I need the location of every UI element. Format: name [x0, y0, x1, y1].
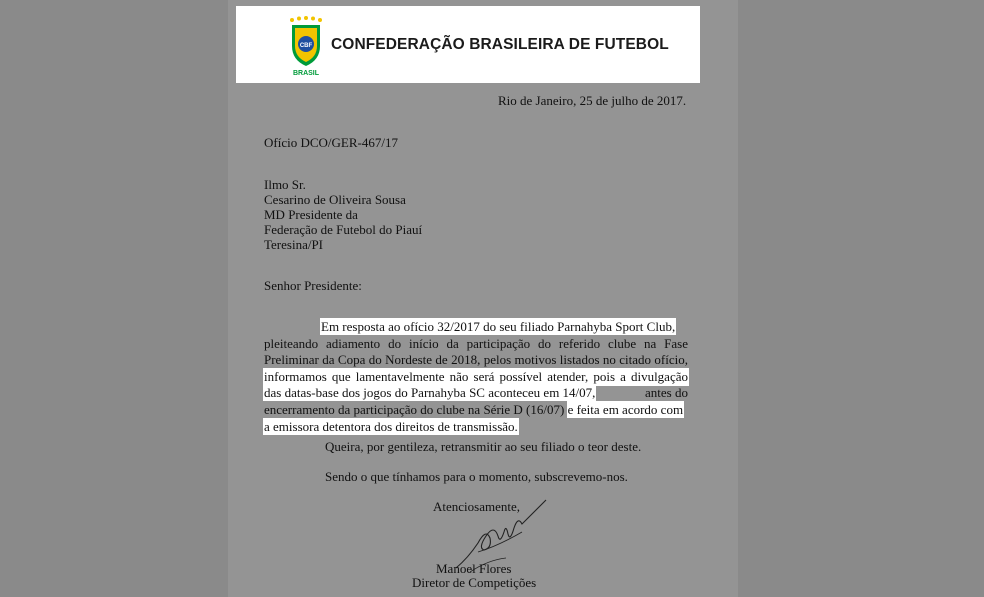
- date-line: Rio de Janeiro, 25 de julho de 2017.: [498, 93, 687, 108]
- logo-initials: CBF: [299, 43, 313, 49]
- salutation: Senhor Presidente:: [264, 278, 362, 293]
- body-line: pleiteando adiamento do início da participação do referido clube na Fase: [264, 335, 688, 351]
- logo-text: BRASIL: [292, 70, 320, 76]
- closing-request: Queira, por gentileza, retransmitir ao seu filiado o teor deste.: [325, 439, 642, 454]
- body-text: antes do: [645, 385, 688, 401]
- letterhead: [236, 6, 700, 83]
- regards: Atenciosamente,: [433, 499, 520, 514]
- signatory-title: Diretor de Competições: [412, 575, 537, 590]
- cbf-crest-logo: [286, 16, 326, 76]
- highlighted-text: e feita em acordo com: [567, 401, 684, 417]
- recipient-line: Cesarino de Oliveira Sousa: [264, 192, 406, 207]
- body-paragraph: [264, 319, 688, 435]
- body-line: [264, 419, 688, 436]
- body-line: [264, 319, 688, 336]
- recipient-line: Teresina/PI: [264, 237, 324, 252]
- organization-name: CONFEDERAÇÃO BRASILEIRA DE FUTEBOL: [331, 36, 669, 53]
- signatory-name: Manoel Flores: [436, 561, 512, 576]
- highlighted-text: a emissora detentora dos direitos de transmissão.: [264, 418, 518, 434]
- highlighted-text: Em resposta ao ofício 32/2017 do seu filiado Parnahyba Sport Club,: [321, 319, 676, 334]
- recipient-line: Federação de Futebol do Piauí: [264, 222, 423, 237]
- body-line: Preliminar da Copa do Nordeste de 2018, pelos motivos listados no citado ofício,: [264, 352, 688, 368]
- closing-statement: Sendo o que tínhamos para o momento, subscrevemo-nos.: [325, 469, 628, 484]
- highlighted-text: informamos que lamentavelmente não será possível atender, pois a divulgação: [264, 368, 688, 384]
- recipient-line: Ilmo Sr.: [264, 177, 306, 192]
- recipient-line: MD Presidente da: [264, 207, 358, 222]
- reference-number: Ofício DCO/GER-467/17: [264, 135, 398, 150]
- body-line: [264, 385, 688, 402]
- body-line: [264, 402, 688, 419]
- highlighted-text: das datas-base dos jogos do Parnahyba SC aconteceu em 14/07,: [264, 385, 596, 401]
- body-text: encerramento da participação do clube na Série D (16/07): [264, 401, 565, 417]
